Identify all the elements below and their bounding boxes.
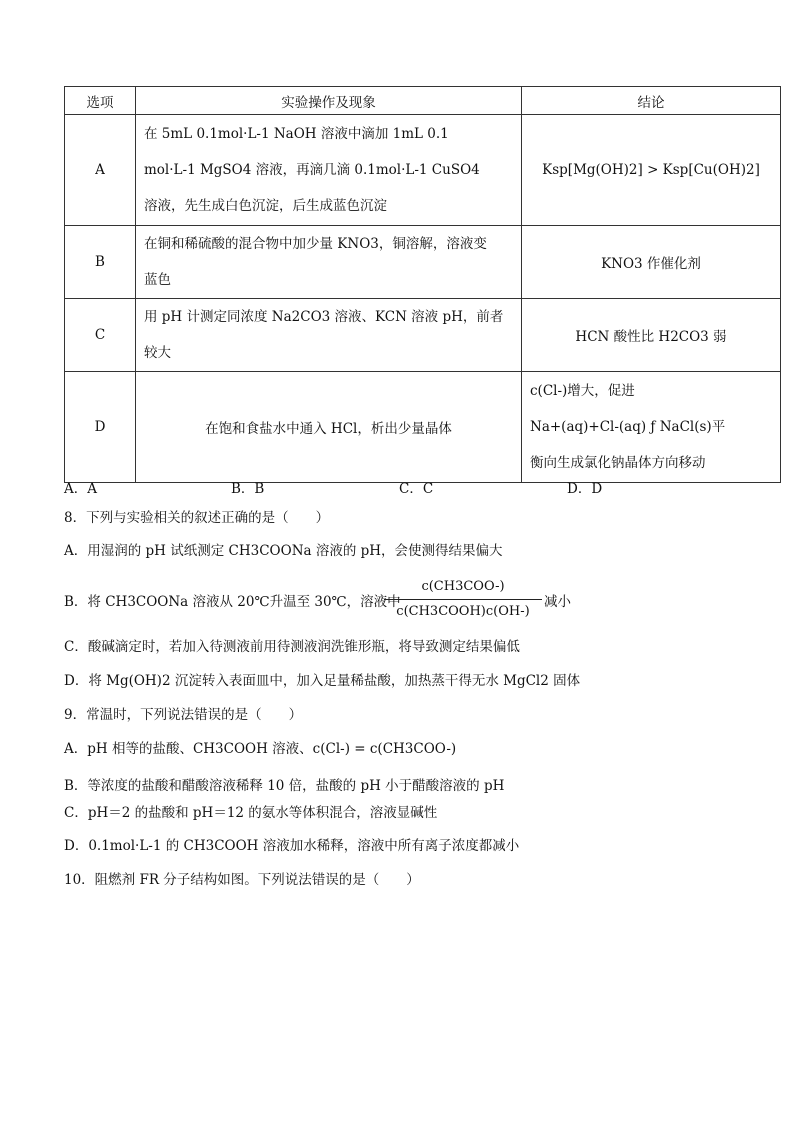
- row-option-label: C: [65, 299, 136, 372]
- q8-fraction: [384, 576, 542, 623]
- q8-fraction-bar: [384, 599, 542, 600]
- q7-option-c[interactable]: C．C: [399, 481, 434, 497]
- operation-line: 较大: [144, 345, 171, 361]
- row-operation: [136, 299, 522, 372]
- header-conclusion: 结论: [522, 87, 781, 115]
- operation-line: mol·L-1 MgSO4 溶液，再滴几滴 0.1mol·L-1 CuSO4: [144, 162, 480, 178]
- q9-option-b[interactable]: B．等浓度的盐酸和醋酸溶液稀释 10 倍，盐酸的 pH 小于醋酸溶液的 pH: [64, 778, 505, 794]
- operation-line: 在铜和稀硫酸的混合物中加少量 KNO3，铜溶解，溶液变: [144, 236, 487, 252]
- operation-line: 蓝色: [144, 272, 171, 288]
- q8-option-c[interactable]: C．酸碱滴定时，若加入待测液前用待测液润洗锥形瓶，将导致测定结果偏低: [64, 639, 520, 655]
- table-row: [65, 299, 781, 372]
- header-option: 选项: [65, 87, 136, 115]
- q7-option-a[interactable]: A．A: [64, 481, 97, 497]
- row-conclusion: KNO3 作催化剂: [522, 226, 781, 299]
- row-conclusion: HCN 酸性比 H2CO3 弱: [522, 299, 781, 372]
- q8-option-d[interactable]: D．将 Mg(OH)2 沉淀转入表面皿中，加入足量稀盐酸，加热蒸干得无水 MgCl2 固体: [64, 673, 581, 689]
- q10-stem: 10．阻燃剂 FR 分子结构如图。下列说法错误的是（ ）: [64, 872, 420, 888]
- q9-stem: 9．常温时，下列说法错误的是（ ）: [64, 707, 303, 723]
- q7-option-b[interactable]: B．B: [231, 481, 265, 497]
- header-operation: 实验操作及现象: [136, 87, 522, 115]
- row-operation: [136, 115, 522, 226]
- conclusion-line: Na+(aq)+Cl-(aq) ƒ NaCl(s)平: [530, 419, 726, 435]
- conclusion-line: 衡向生成氯化钠晶体方向移动: [530, 455, 706, 471]
- q8-fraction-numerator: c(CH3COO-): [421, 579, 505, 594]
- operation-line: 溶液，先生成白色沉淀，后生成蓝色沉淀: [144, 198, 387, 214]
- table-row: [65, 115, 781, 226]
- q7-option-d[interactable]: D．D: [567, 481, 603, 497]
- q8-fraction-denominator: c(CH3COOH)c(OH-): [396, 604, 530, 619]
- row-conclusion: Ksp[Mg(OH)2] > Ksp[Cu(OH)2]: [522, 115, 781, 226]
- row-option-label: B: [65, 226, 136, 299]
- experiment-table: [64, 86, 781, 483]
- table-row: [65, 226, 781, 299]
- row-operation: 在饱和食盐水中通入 HCl，析出少量晶体: [136, 372, 522, 483]
- q8-option-b-suffix: 减小: [544, 594, 571, 610]
- q9-option-c[interactable]: C．pH＝2 的盐酸和 pH＝12 的氨水等体积混合，溶液显碱性: [64, 805, 438, 821]
- q8-option-b[interactable]: [64, 592, 401, 612]
- row-option-label: D: [65, 372, 136, 483]
- q9-option-d[interactable]: D．0.1mol·L-1 的 CH3COOH 溶液加水稀释，溶液中所有离子浓度都减小: [64, 838, 520, 854]
- row-conclusion: [522, 372, 781, 483]
- conclusion-line: c(Cl-)增大，促进: [530, 383, 635, 399]
- table-header-row: [65, 87, 781, 115]
- q8-option-b-prefix: B．将 CH3COONa 溶液从 20℃升温至 30℃，溶液中: [64, 594, 401, 610]
- operation-line: 用 pH 计测定同浓度 Na2CO3 溶液、KCN 溶液 pH，前者: [144, 309, 504, 325]
- row-operation: [136, 226, 522, 299]
- q8-stem: 8．下列与实验相关的叙述正确的是（ ）: [64, 510, 330, 526]
- q8-option-a[interactable]: A．用湿润的 pH 试纸测定 CH3COONa 溶液的 pH，会使测得结果偏大: [64, 543, 503, 559]
- row-option-label: A: [65, 115, 136, 226]
- operation-line: 在 5mL 0.1mol·L-1 NaOH 溶液中滴加 1mL 0.1: [144, 126, 449, 142]
- q9-option-a[interactable]: A．pH 相等的盐酸、CH3COOH 溶液、c(Cl-) = c(CH3COO-): [64, 741, 457, 757]
- table-row: [65, 372, 781, 483]
